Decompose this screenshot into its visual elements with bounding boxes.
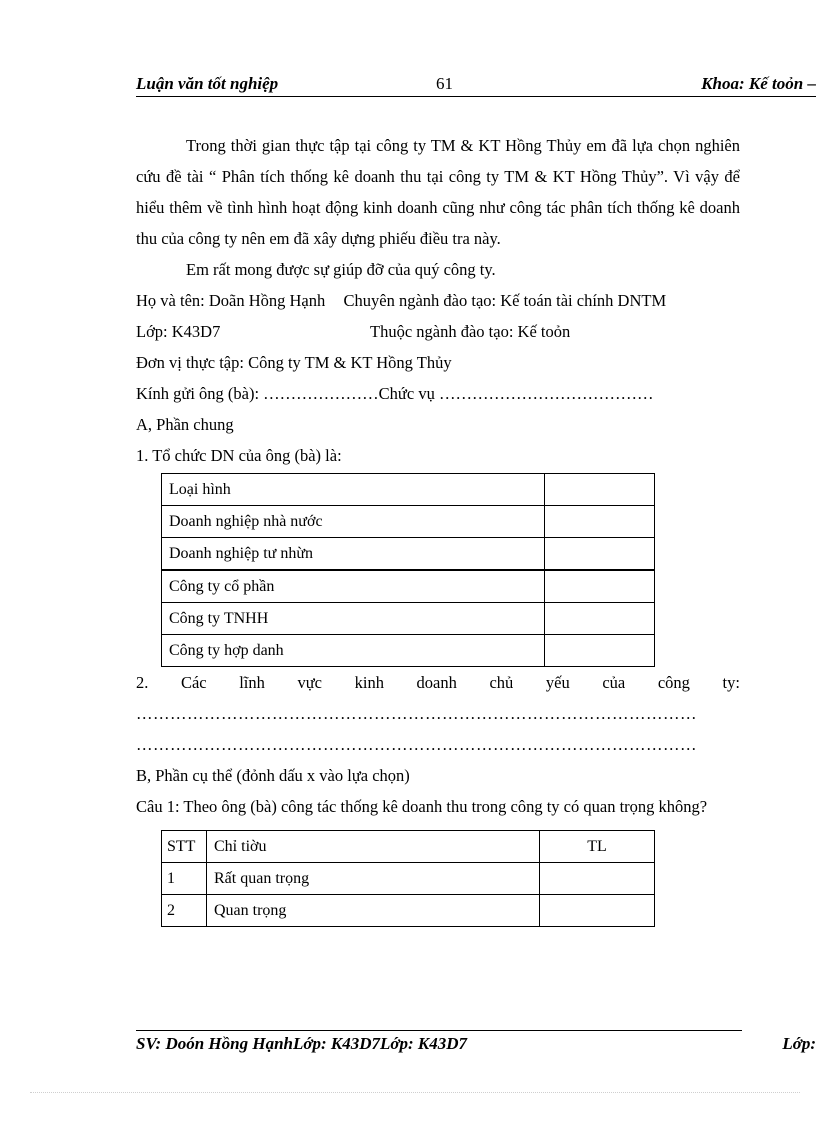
table-cell-label: Doanh nghiệp tư nhừn <box>162 538 545 571</box>
table-cell-label: Công ty cổ phần <box>162 570 545 603</box>
footer-rule <box>136 1030 742 1031</box>
table-row <box>162 538 655 571</box>
header-stt: STT <box>162 831 207 863</box>
internship-unit: Đơn vị thực tập: Công ty TM & KT Hồng Thủy <box>136 353 452 372</box>
info-line-name <box>136 285 740 316</box>
table-row <box>162 603 655 635</box>
q2-word: 2. <box>136 673 149 692</box>
table-row <box>162 863 655 895</box>
intro-paragraph: Trong thời gian thực tập tại công ty TM & KT Hồng Thủy em đã lựa chọn nghiên cứu đề tài “ Phân tích thống kê doanh thu tại công ty TM & KT Hồng Thủy”. Vì vậy để hiểu thêm về tình hình hoạt động kinh doanh cũng như công tác phân tích thống kê doanh thu của công ty nên em đã xây dựng phiếu điều tra này. <box>136 136 740 248</box>
header-department: Khoa: Kế toỏn – <box>701 74 816 93</box>
info-line-class <box>136 316 740 347</box>
footer-class: Lớp: <box>782 1034 816 1053</box>
row-stt: 2 <box>162 895 207 927</box>
section-a-title: A, Phần chung <box>136 415 234 434</box>
table-cell-label: Công ty TNHH <box>162 603 545 635</box>
table-row <box>162 895 655 927</box>
q2-word: lĩnh <box>239 673 265 692</box>
table-cell-label: Loại hình <box>162 474 545 506</box>
student-name: Họ và tên: Doãn Hồng Hạnh <box>136 291 326 310</box>
row-answer[interactable] <box>540 895 655 927</box>
question-a1: 1. Tổ chức DN của ông (bà) là: <box>136 446 342 465</box>
table-cell-label: Doanh nghiệp nhà nước <box>162 506 545 538</box>
q2-word: công <box>657 673 690 692</box>
question-b1: Câu 1: Theo ông (bà) công tác thống kê doanh thu trong công ty có quan trọng không? <box>136 797 708 816</box>
table-cell-answer[interactable] <box>545 474 655 506</box>
header-tl: TL <box>540 831 655 863</box>
footer-student: SV: Doón Hồng HạnhLớp: K43D7Lớp: K43D7 <box>136 1034 468 1053</box>
table-row <box>162 474 655 506</box>
table-row <box>162 570 655 603</box>
row-answer[interactable] <box>540 863 655 895</box>
page-number: 61 <box>436 74 453 93</box>
q2-word: yếu <box>545 673 570 692</box>
section-b-title: B, Phần cụ thể (đỏnh dấu x vào lựa chọn) <box>136 766 410 785</box>
header-chi-tieu: Chỉ tiờu <box>207 831 540 863</box>
answer-dots-line[interactable]: ……………………………………………………………………………………… <box>136 735 697 754</box>
row-chi-tieu: Quan trọng <box>207 895 540 927</box>
student-class: Lớp: K43D7 <box>136 322 221 341</box>
question-a2 <box>136 667 740 698</box>
intro-request: Em rất mong được sự giúp đỡ của quý công ty. <box>186 260 496 279</box>
row-chi-tieu: Rất quan trọng <box>207 863 540 895</box>
org-type-table <box>161 473 655 667</box>
table-cell-answer[interactable] <box>545 506 655 538</box>
table-header-row <box>162 831 655 863</box>
table-row <box>162 635 655 667</box>
page-edge-dots <box>30 1092 800 1093</box>
q2-word: ty: <box>722 673 740 692</box>
q2-word: vực <box>297 673 323 692</box>
row-stt: 1 <box>162 863 207 895</box>
importance-table <box>161 830 655 927</box>
answer-dots-line[interactable]: ……………………………………………………………………………………… <box>136 704 697 723</box>
q2-word: của <box>602 673 626 692</box>
document-body <box>136 130 740 927</box>
table-cell-answer[interactable] <box>545 603 655 635</box>
header-rule <box>136 96 816 97</box>
table-cell-answer[interactable] <box>545 635 655 667</box>
q2-word: chủ <box>489 673 514 692</box>
header-title: Luận văn tốt nghiệp <box>136 74 279 93</box>
greeting-line: Kính gửi ông (bà): …………………Chức vụ ………………………………… <box>136 384 654 403</box>
table-cell-answer[interactable] <box>545 570 655 603</box>
student-field: Thuộc ngành đào tạo: Kế toỏn <box>370 322 571 341</box>
q2-word: kinh <box>354 673 384 692</box>
student-major: Chuyên ngành đào tạo: Kế toán tài chính DNTM <box>343 291 667 310</box>
table-row <box>162 506 655 538</box>
q2-word: doanh <box>416 673 457 692</box>
table-cell-answer[interactable] <box>545 538 655 571</box>
table-cell-label: Công ty hợp danh <box>162 635 545 667</box>
q2-word: Các <box>180 673 207 692</box>
